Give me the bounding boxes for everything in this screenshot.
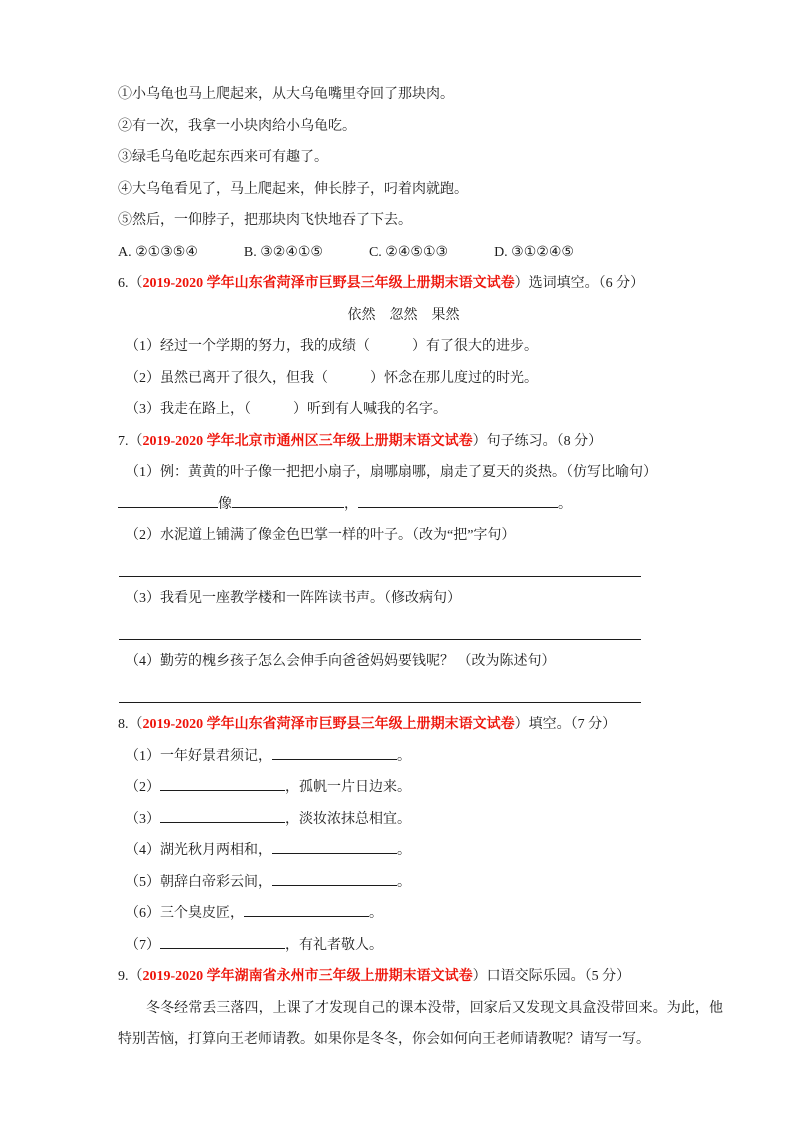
q6-number: 6.（ — [118, 276, 143, 291]
q8-item-text: （5）朝辞白帝彩云间， — [125, 874, 272, 890]
word-bank-word: 依然 — [347, 307, 376, 323]
q8-item-text: ，孤帆一片日边来。 — [285, 780, 411, 795]
q8-item-text: 。 — [369, 906, 383, 921]
q8-item-text: 。 — [397, 748, 411, 764]
answer-line-rule — [119, 576, 641, 577]
q8-item-text: ，有礼者敬人。 — [285, 937, 383, 953]
q8-item — [118, 804, 723, 836]
q6-item: （1）经过一个学期的努力，我的成绩（ ）有了很大的进步。 — [125, 339, 538, 354]
q8-item-text: 。 — [397, 874, 411, 890]
answer-blanks-row — [118, 489, 723, 521]
option-c: C. ②④⑤①③ — [368, 244, 449, 260]
answer-line-rule — [119, 702, 641, 703]
q8-item-text: 。 — [397, 843, 411, 858]
question-9-heading — [118, 961, 723, 993]
question-7-block — [118, 426, 723, 710]
answer-blank — [244, 901, 369, 917]
question-6-block — [118, 268, 723, 426]
blank-comma: ， — [344, 496, 358, 512]
q5-sentence: ⑤然后，一仰脖子，把那块肉飞快地吞了下去。 — [118, 213, 412, 228]
word-bank-word: 果然 — [431, 307, 460, 323]
q8-item-text: （1）一年好景君须记， — [125, 748, 272, 764]
option-a: A. ②①③⑤④ — [118, 244, 198, 260]
question-8-block — [118, 709, 723, 961]
answer-line — [118, 552, 723, 584]
q6-item: （2）虽然已离开了很久，但我（ ）怀念在那儿度过的时光。 — [125, 370, 538, 386]
q8-item-text: （2） — [125, 780, 160, 795]
q8-item — [118, 898, 723, 930]
q8-item-text: （3） — [125, 811, 160, 827]
option-d: D. ③①②④⑤ — [494, 244, 574, 260]
q8-title: ）填空。（7 分） — [514, 717, 617, 732]
question-9-block — [118, 961, 723, 1056]
word-bank — [118, 300, 689, 332]
q6-title: ）选词填空。（6 分） — [514, 276, 645, 291]
q8-item — [118, 741, 723, 773]
q9-number: 9.（ — [118, 969, 143, 984]
q9-exam-source: 2019-2020 学年湖南省永州市三年级上册期末语文试卷 — [142, 969, 473, 984]
q9-title: ）口语交际乐园。（5 分） — [472, 969, 631, 984]
q8-item-text: （4）湖光秋月两相和， — [125, 843, 272, 858]
option-b: B. ③②④①⑤ — [243, 244, 323, 260]
answer-blank — [272, 744, 397, 760]
q5-sentence: ①小乌龟也马上爬起来，从大乌龟嘴里夺回了那块肉。 — [118, 87, 454, 102]
q8-item-text: ，淡妆浓抹总相宜。 — [285, 811, 411, 827]
answer-blank — [232, 492, 344, 508]
question-7-heading — [118, 426, 723, 458]
q9-scenario-paragraph: 冬冬经常丢三落四，上课了才发现自己的课本没带，回家后又发现文具盒没带回来。为此，他特别苦恼，打算向王老师请教。如果你是冬冬，你会如何向王老师请教呢？请写一写。 — [118, 1000, 723, 1047]
question-5-block — [118, 79, 723, 268]
q7-exam-source: 2019-2020 学年北京市通州区三年级上册期末语文试卷 — [142, 433, 473, 449]
q8-item-text: （6）三个臭皮匠， — [125, 906, 244, 921]
question-6-heading — [118, 268, 723, 300]
question-8-heading — [118, 709, 723, 741]
q6-item: （3）我走在路上，（ ）听到有人喊我的名字。 — [125, 402, 447, 417]
q5-sentence: ④大乌龟看见了，马上爬起来，伸长脖子，叼着肉就跑。 — [118, 181, 468, 197]
q8-exam-source: 2019-2020 学年山东省菏泽市巨野县三年级上册期末语文试卷 — [142, 717, 515, 732]
q8-item — [118, 930, 723, 962]
answer-blank — [272, 838, 397, 854]
choice-options-row — [118, 237, 723, 269]
answer-blank — [272, 870, 397, 886]
answer-blank — [160, 775, 285, 791]
q8-number: 8.（ — [118, 717, 143, 732]
q7-title: ）句子练习。（8 分） — [472, 433, 603, 449]
q8-item — [118, 867, 723, 899]
blank-period: 。 — [558, 496, 572, 512]
answer-line-rule — [119, 639, 641, 640]
q6-exam-source: 2019-2020 学年山东省菏泽市巨野县三年级上册期末语文试卷 — [142, 276, 515, 291]
q5-sentence: ③绿毛乌龟吃起东西来可有趣了。 — [118, 150, 328, 165]
q8-item — [118, 835, 723, 867]
q7-number: 7.（ — [118, 433, 143, 449]
q7-item: （2）水泥道上铺满了像金色巴掌一样的叶子。（改为“把”字句） — [125, 528, 516, 543]
q8-item — [118, 772, 723, 804]
word-bank-word: 忽然 — [389, 307, 418, 323]
q5-sentence: ②有一次，我拿一小块肉给小乌龟吃。 — [118, 118, 356, 134]
answer-blank — [118, 492, 218, 508]
q7-item: （4）勤劳的槐乡孩子怎么会伸手向爸爸妈妈要钱呢？ （改为陈述句） — [125, 654, 556, 669]
answer-blank — [160, 807, 285, 823]
q7-item: （3）我看见一座教学楼和一阵阵读书声。（修改病句） — [125, 591, 461, 606]
answer-line — [118, 615, 723, 647]
blank-connector: 像 — [218, 496, 232, 512]
answer-line — [118, 678, 723, 710]
answer-blank — [358, 492, 558, 508]
q8-item-text: （7） — [125, 937, 160, 953]
answer-blank — [160, 933, 285, 949]
q7-item: （1）例：黄黄的叶子像一把把小扇子，扇哪扇哪，扇走了夏天的炎热。（仿写比喻句） — [125, 465, 657, 480]
